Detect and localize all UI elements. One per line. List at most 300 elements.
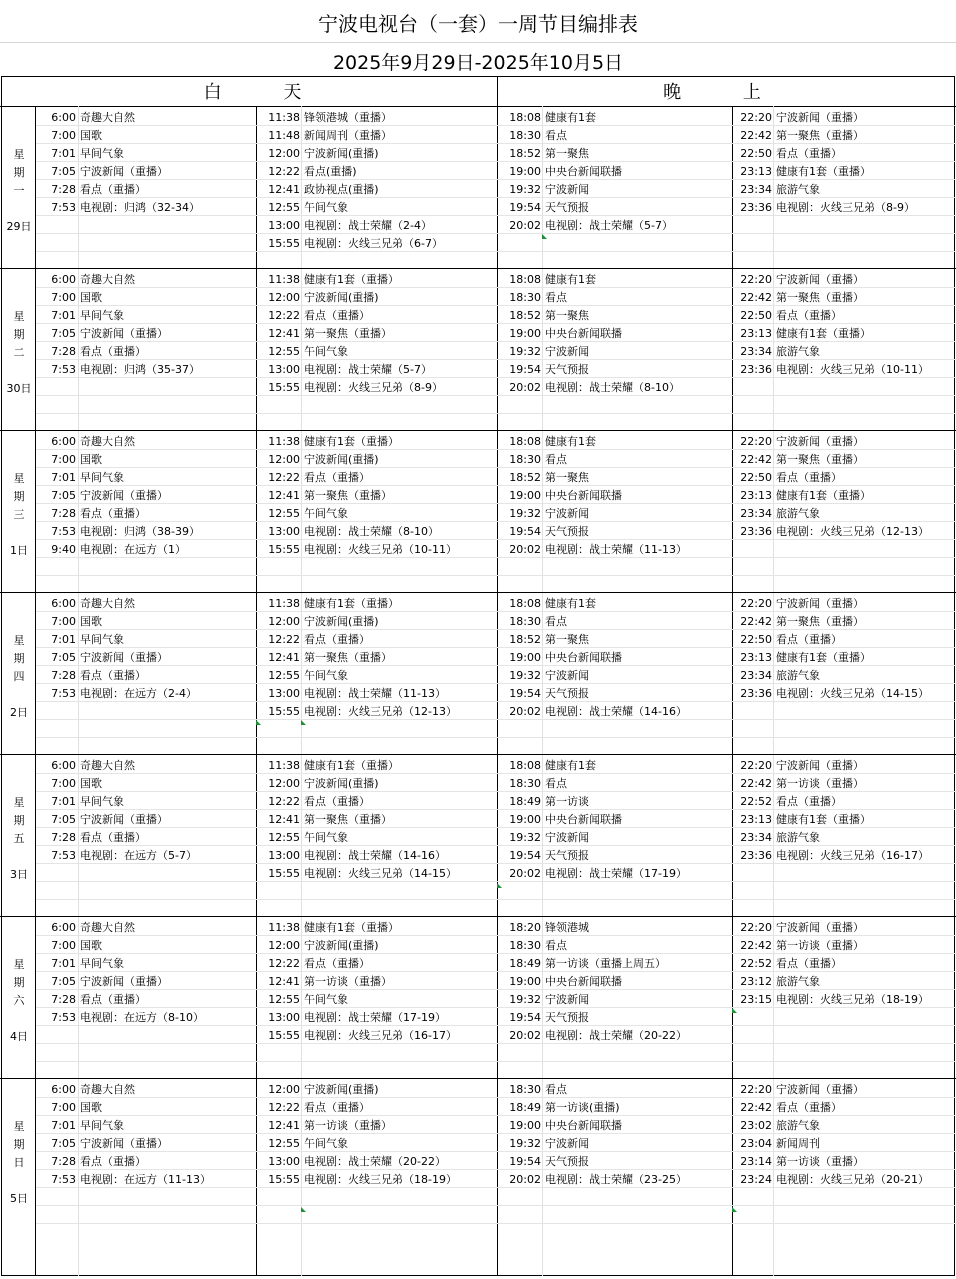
program-time: 23:13 — [740, 165, 772, 178]
program-entry — [736, 811, 871, 829]
program-title: 旅游气象 — [776, 975, 820, 988]
program-time: 7:53 — [51, 849, 76, 862]
program-time: 13:00 — [268, 1011, 300, 1024]
weekday-label: 星 — [13, 148, 25, 161]
program-time: 12:22 — [268, 633, 300, 646]
program-entry — [38, 451, 102, 469]
program-title: 电视剧：火线三兄弟（16-17） — [304, 1029, 457, 1042]
program-title: 健康有1套 — [545, 273, 596, 286]
program-title: 看点（重播） — [776, 309, 842, 322]
date-label: 29日 — [6, 220, 32, 233]
program-title: 奇趣大自然 — [80, 921, 135, 934]
program-title: 电视剧：火线三兄弟（16-17） — [776, 849, 929, 862]
program-time: 12:41 — [268, 489, 300, 502]
program-entry — [736, 181, 820, 199]
program-entry — [736, 667, 820, 685]
program-time: 18:52 — [509, 471, 541, 484]
program-title: 天气预报 — [545, 849, 589, 862]
program-time: 18:30 — [509, 129, 541, 142]
program-time: 7:28 — [51, 345, 76, 358]
program-title: 电视剧：火线三兄弟（20-21） — [776, 1173, 929, 1186]
grid-line — [36, 737, 956, 738]
program-entry — [260, 307, 370, 325]
program-time: 7:53 — [51, 1011, 76, 1024]
program-entry — [38, 1099, 102, 1117]
program-entry — [501, 487, 622, 505]
program-entry — [260, 937, 379, 955]
grid-line — [36, 413, 956, 414]
program-time: 19:32 — [509, 345, 541, 358]
day-row-divider — [0, 268, 956, 269]
program-time: 12:22 — [268, 957, 300, 970]
program-entry — [38, 487, 168, 505]
weekday-label: 星 — [13, 796, 25, 809]
program-entry — [260, 343, 348, 361]
program-time: 18:52 — [509, 309, 541, 322]
program-title: 宁波新闻 — [545, 669, 589, 682]
program-time: 7:05 — [51, 489, 76, 502]
program-entry — [501, 613, 567, 631]
weekday-label: 星 — [13, 472, 25, 485]
program-title: 看点（重播） — [80, 831, 146, 844]
program-time: 23:34 — [740, 831, 772, 844]
program-entry — [260, 1117, 392, 1135]
program-title: 天气预报 — [545, 1011, 589, 1024]
program-title: 看点（重播） — [80, 507, 146, 520]
program-title: 宁波新闻(重播) — [304, 777, 379, 790]
program-title: 锋领港城（重播） — [304, 111, 392, 124]
program-time: 13:00 — [268, 687, 300, 700]
program-title: 天气预报 — [545, 687, 589, 700]
program-title: 第一访谈（重播） — [776, 1155, 864, 1168]
program-time: 18:30 — [509, 1083, 541, 1096]
program-entry — [736, 145, 842, 163]
program-entry — [38, 163, 168, 181]
date-range: 2025年9月29日-2025年10月5日 — [332, 52, 624, 74]
program-entry — [501, 217, 673, 235]
program-entry — [736, 829, 820, 847]
program-entry — [501, 631, 589, 649]
page-title: 宁波电视台（一套）一周节目编排表 — [318, 12, 638, 36]
program-title: 第一聚焦（重播） — [776, 453, 864, 466]
program-title: 看点（重播） — [776, 633, 842, 646]
program-time: 20:02 — [509, 705, 541, 718]
program-entry — [260, 1081, 379, 1099]
program-title: 中央台新闻联播 — [545, 327, 622, 340]
grid-line — [36, 881, 956, 882]
program-time: 23:36 — [740, 363, 772, 376]
program-time: 7:05 — [51, 813, 76, 826]
program-time: 23:15 — [740, 993, 772, 1006]
program-entry — [501, 1135, 589, 1153]
program-title: 午间气象 — [304, 1137, 348, 1150]
program-time: 19:00 — [509, 813, 541, 826]
program-time: 12:41 — [268, 183, 300, 196]
program-time: 20:02 — [509, 381, 541, 394]
program-title: 午间气象 — [304, 345, 348, 358]
program-title: 电视剧：火线三兄弟（10-11） — [304, 543, 457, 556]
program-entry — [736, 127, 864, 145]
program-entry — [736, 649, 871, 667]
program-entry — [38, 361, 200, 379]
program-time: 7:00 — [51, 777, 76, 790]
program-entry — [501, 325, 622, 343]
program-title: 健康有1套（重播） — [304, 921, 399, 934]
program-time: 18:08 — [509, 597, 541, 610]
program-time: 12:22 — [268, 165, 300, 178]
program-title: 电视剧：战士荣耀（11-13） — [304, 687, 446, 700]
program-entry — [260, 991, 348, 1009]
program-entry — [736, 847, 929, 865]
program-entry — [260, 1171, 457, 1189]
program-entry — [38, 271, 135, 289]
program-title: 健康有1套（重播） — [304, 273, 399, 286]
program-time: 22:42 — [740, 453, 772, 466]
program-entry — [501, 1099, 620, 1117]
program-entry — [260, 541, 457, 559]
program-title: 看点 — [545, 291, 567, 304]
program-time: 23:36 — [740, 687, 772, 700]
program-time: 22:20 — [740, 597, 772, 610]
program-time: 20:02 — [509, 1173, 541, 1186]
program-time: 12:55 — [268, 993, 300, 1006]
program-title: 电视剧：战士荣耀（5-7） — [545, 219, 673, 232]
program-title: 中央台新闻联播 — [545, 1119, 622, 1132]
program-entry — [260, 325, 392, 343]
program-entry — [736, 1171, 929, 1189]
program-time: 11:38 — [268, 111, 300, 124]
grid-line — [36, 719, 956, 720]
program-entry — [501, 379, 680, 397]
program-entry — [501, 469, 589, 487]
date-label: 4日 — [10, 1030, 28, 1043]
program-time: 23:34 — [740, 345, 772, 358]
program-time: 19:32 — [509, 183, 541, 196]
program-time: 22:20 — [740, 759, 772, 772]
program-title: 第一聚焦（重播） — [304, 651, 392, 664]
program-time: 12:00 — [268, 453, 300, 466]
program-time: 6:00 — [51, 1083, 76, 1096]
program-title: 国歌 — [80, 129, 102, 142]
comment-marker — [732, 1008, 737, 1013]
weekday-label: 星 — [13, 634, 25, 647]
program-title: 第一聚焦（重播） — [304, 813, 392, 826]
weekday-label: 期 — [13, 652, 25, 665]
program-entry — [38, 973, 168, 991]
program-time: 7:00 — [51, 1101, 76, 1114]
program-time: 6:00 — [51, 759, 76, 772]
program-entry — [260, 667, 348, 685]
program-title: 天气预报 — [545, 363, 589, 376]
program-time: 7:53 — [51, 201, 76, 214]
program-entry — [260, 145, 379, 163]
program-entry — [260, 433, 399, 451]
program-entry — [501, 1117, 622, 1135]
program-title: 看点（重播） — [304, 795, 370, 808]
program-entry — [260, 487, 392, 505]
program-time: 7:00 — [51, 291, 76, 304]
program-title: 电视剧：在远方（2-4） — [80, 687, 197, 700]
program-time: 7:01 — [51, 309, 76, 322]
program-entry — [501, 757, 596, 775]
program-entry — [260, 289, 379, 307]
program-entry — [736, 1081, 864, 1099]
program-title: 中央台新闻联播 — [545, 489, 622, 502]
program-time: 9:40 — [51, 543, 76, 556]
program-entry — [260, 235, 443, 253]
program-entry — [501, 145, 589, 163]
program-title: 电视剧：战士荣耀（8-10） — [545, 381, 680, 394]
program-title: 奇趣大自然 — [80, 759, 135, 772]
program-time: 7:01 — [51, 795, 76, 808]
program-time: 22:20 — [740, 273, 772, 286]
program-time: 11:38 — [268, 597, 300, 610]
program-title: 看点（重播） — [776, 795, 842, 808]
program-time: 7:00 — [51, 939, 76, 952]
program-time: 12:55 — [268, 1137, 300, 1150]
program-time: 12:00 — [268, 291, 300, 304]
program-title: 看点 — [545, 777, 567, 790]
program-title: 健康有1套 — [545, 759, 596, 772]
program-title: 健康有1套（重播） — [304, 597, 399, 610]
comment-marker — [301, 720, 306, 725]
program-title: 宁波新闻（重播） — [80, 327, 168, 340]
date-label: 2日 — [10, 706, 28, 719]
program-entry — [38, 1081, 135, 1099]
program-entry — [736, 289, 864, 307]
program-title: 电视剧：火线三兄弟（8-9） — [776, 201, 915, 214]
program-entry — [501, 793, 589, 811]
program-title: 天气预报 — [545, 1155, 589, 1168]
program-entry — [736, 343, 820, 361]
program-title: 旅游气象 — [776, 183, 820, 196]
program-title: 健康有1套 — [545, 435, 596, 448]
program-time: 18:08 — [509, 435, 541, 448]
program-time: 22:52 — [740, 795, 772, 808]
program-time: 18:30 — [509, 453, 541, 466]
program-title: 电视剧：战士荣耀（8-10） — [304, 525, 439, 538]
program-title: 早间气象 — [80, 633, 124, 646]
program-title: 宁波新闻（重播） — [80, 489, 168, 502]
program-title: 宁波新闻 — [545, 507, 589, 520]
program-time: 12:00 — [268, 777, 300, 790]
program-time: 19:32 — [509, 507, 541, 520]
program-entry — [736, 469, 842, 487]
evening-header: 晚 上 — [663, 82, 789, 103]
program-time: 18:49 — [509, 795, 541, 808]
divider — [0, 42, 956, 43]
weekday-label: 期 — [13, 976, 25, 989]
program-title: 国歌 — [80, 291, 102, 304]
program-title: 电视剧：战士荣耀（14-16） — [545, 705, 687, 718]
program-entry — [501, 1009, 589, 1027]
program-title: 第一聚焦 — [545, 309, 589, 322]
program-title: 电视剧：战士荣耀（20-22） — [545, 1029, 687, 1042]
program-time: 18:08 — [509, 273, 541, 286]
program-entry — [501, 847, 589, 865]
program-title: 电视剧：在远方（8-10） — [80, 1011, 204, 1024]
program-title: 第一访谈（重播） — [776, 777, 864, 790]
program-time: 19:54 — [509, 687, 541, 700]
program-time: 7:28 — [51, 993, 76, 1006]
program-title: 看点（重播） — [304, 471, 370, 484]
program-title: 看点（重播） — [304, 1101, 370, 1114]
program-time: 19:54 — [509, 1155, 541, 1168]
program-title: 电视剧：在远方（5-7） — [80, 849, 197, 862]
program-entry — [38, 937, 102, 955]
program-entry — [260, 199, 348, 217]
program-entry — [736, 919, 864, 937]
program-title: 看点（重播） — [80, 993, 146, 1006]
program-title: 宁波新闻（重播） — [776, 111, 864, 124]
comment-marker — [497, 883, 502, 888]
program-time: 20:02 — [509, 867, 541, 880]
program-time: 15:55 — [268, 237, 300, 250]
program-entry — [38, 1117, 124, 1135]
program-title: 中央台新闻联播 — [545, 651, 622, 664]
program-entry — [260, 163, 357, 181]
column-divider — [732, 106, 733, 1276]
comment-marker — [256, 720, 261, 725]
program-entry — [38, 1153, 146, 1171]
program-entry — [260, 595, 399, 613]
program-time: 23:13 — [740, 489, 772, 502]
program-title: 宁波新闻 — [545, 345, 589, 358]
program-time: 18:49 — [509, 957, 541, 970]
program-entry — [38, 469, 124, 487]
program-title: 宁波新闻(重播) — [304, 453, 379, 466]
program-title: 奇趣大自然 — [80, 597, 135, 610]
grid-line — [36, 395, 956, 396]
program-time: 7:00 — [51, 615, 76, 628]
program-entry — [38, 289, 102, 307]
program-entry — [38, 955, 124, 973]
program-entry — [736, 199, 915, 217]
program-entry — [736, 109, 864, 127]
weekday-label: 期 — [13, 814, 25, 827]
program-time: 7:01 — [51, 147, 76, 160]
program-entry — [736, 793, 842, 811]
program-time: 12:22 — [268, 1101, 300, 1114]
program-title: 看点（重播） — [776, 1101, 842, 1114]
program-title: 第一聚焦（重播） — [776, 129, 864, 142]
program-time: 22:20 — [740, 1083, 772, 1096]
program-time: 18:52 — [509, 147, 541, 160]
date-label: 1日 — [10, 544, 28, 557]
program-time: 23:36 — [740, 849, 772, 862]
program-title: 电视剧：火线三兄弟（14-15） — [776, 687, 929, 700]
program-title: 宁波新闻(重播) — [304, 147, 379, 160]
program-time: 20:02 — [509, 1029, 541, 1042]
program-time: 22:42 — [740, 777, 772, 790]
program-title: 宁波新闻 — [545, 831, 589, 844]
program-title: 第一访谈（重播） — [304, 1119, 392, 1132]
program-entry — [736, 1099, 842, 1117]
program-time: 22:42 — [740, 615, 772, 628]
program-time: 22:20 — [740, 921, 772, 934]
program-entry — [38, 757, 135, 775]
program-time: 7:28 — [51, 831, 76, 844]
program-title: 电视剧：火线三兄弟（18-19） — [304, 1173, 457, 1186]
program-title: 电视剧：战士荣耀（20-22） — [304, 1155, 446, 1168]
program-time: 12:00 — [268, 939, 300, 952]
program-entry — [501, 649, 622, 667]
program-title: 天气预报 — [545, 525, 589, 538]
program-title: 奇趣大自然 — [80, 111, 135, 124]
program-title: 宁波新闻（重播） — [80, 651, 168, 664]
program-title: 宁波新闻（重播） — [80, 1137, 168, 1150]
program-time: 7:05 — [51, 327, 76, 340]
program-entry — [38, 649, 168, 667]
program-time: 12:55 — [268, 201, 300, 214]
program-time: 12:55 — [268, 669, 300, 682]
program-title: 电视剧：火线三兄弟（14-15） — [304, 867, 457, 880]
program-entry — [260, 613, 379, 631]
program-title: 电视剧：归鸿（32-34） — [80, 201, 200, 214]
program-time: 19:00 — [509, 975, 541, 988]
program-title: 电视剧：火线三兄弟（18-19） — [776, 993, 929, 1006]
program-entry — [38, 1171, 211, 1189]
program-title: 健康有1套（重播） — [304, 759, 399, 772]
program-entry — [38, 847, 197, 865]
program-entry — [501, 199, 589, 217]
program-entry — [38, 433, 135, 451]
program-entry — [38, 595, 135, 613]
program-title: 健康有1套（重播） — [304, 435, 399, 448]
program-title: 健康有1套（重播） — [776, 165, 871, 178]
program-title: 宁波新闻(重播) — [304, 615, 379, 628]
program-title: 中央台新闻联播 — [545, 165, 622, 178]
program-entry — [38, 829, 146, 847]
program-entry — [260, 469, 370, 487]
program-time: 23:24 — [740, 1173, 772, 1186]
program-entry — [501, 451, 567, 469]
program-entry — [501, 505, 589, 523]
program-entry — [501, 271, 596, 289]
program-entry — [38, 793, 124, 811]
weekday-label: 六 — [13, 994, 25, 1007]
program-entry — [501, 829, 589, 847]
program-time: 7:53 — [51, 687, 76, 700]
date-label: 3日 — [10, 868, 28, 881]
program-title: 看点（重播） — [80, 1155, 146, 1168]
weekday-label: 一 — [13, 184, 25, 197]
program-time: 23:34 — [740, 507, 772, 520]
program-entry — [501, 595, 596, 613]
program-title: 第一聚焦 — [545, 471, 589, 484]
program-entry — [260, 109, 392, 127]
program-time: 22:50 — [740, 471, 772, 484]
program-time: 7:01 — [51, 1119, 76, 1132]
program-title: 旅游气象 — [776, 1119, 820, 1132]
grid-line — [36, 251, 956, 252]
program-title: 新闻周刊（重播） — [304, 129, 392, 142]
program-title: 奇趣大自然 — [80, 435, 135, 448]
program-time: 7:05 — [51, 1137, 76, 1150]
program-title: 健康有1套（重播） — [776, 651, 871, 664]
program-time: 23:34 — [740, 669, 772, 682]
program-entry — [501, 973, 622, 991]
weekday-label: 日 — [13, 1156, 25, 1169]
program-time: 23:14 — [740, 1155, 772, 1168]
program-time: 6:00 — [51, 435, 76, 448]
program-time: 7:28 — [51, 183, 76, 196]
program-title: 宁波新闻 — [545, 1137, 589, 1150]
program-title: 天气预报 — [545, 201, 589, 214]
program-entry — [501, 163, 622, 181]
program-time: 6:00 — [51, 273, 76, 286]
program-entry — [38, 1009, 204, 1027]
